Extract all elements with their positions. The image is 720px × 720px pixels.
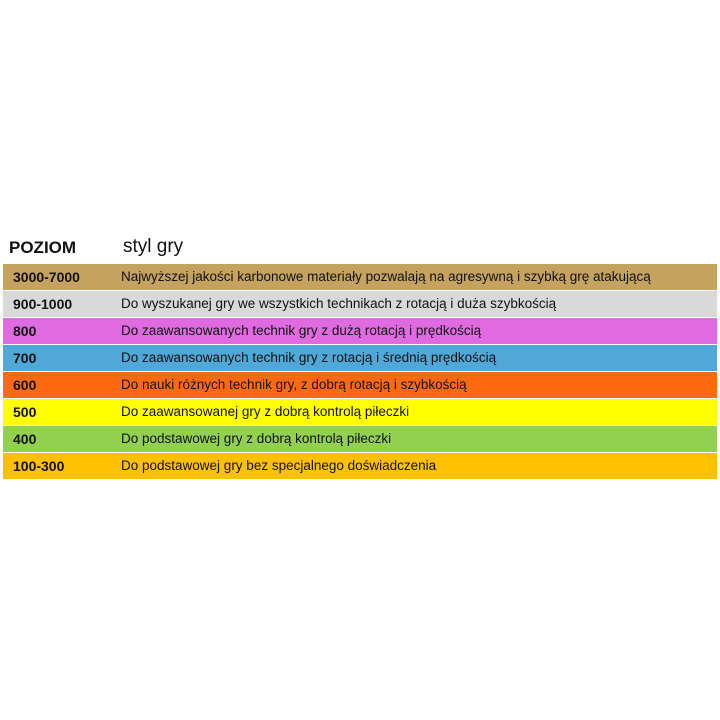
table-row: [3, 264, 717, 290]
header-level-label: POZIOM: [9, 238, 77, 257]
row-description: Do podstawowej gry z dobrą kontrolą piłeczki: [121, 431, 392, 446]
row-description: Najwyższej jakości karbonowe materiały pozwalają na agresywną i szybką grę atakującą: [121, 269, 651, 284]
level-table: [3, 232, 717, 480]
table-row: [3, 426, 717, 452]
row-level: 500: [13, 404, 37, 420]
table-row: [3, 372, 717, 398]
row-level: 900-1000: [13, 296, 73, 312]
row-description: Do zaawansowanych technik gry z rotacją i średnią prędkością: [121, 350, 497, 365]
row-description: Do wyszukanej gry we wszystkich technikach z rotacją i duża szybkością: [121, 296, 557, 311]
row-level: 800: [13, 323, 37, 339]
table-row: [3, 345, 717, 371]
row-description: Do zaawansowanej gry z dobrą kontrolą piłeczki: [121, 404, 410, 419]
table-header: [3, 232, 717, 264]
table-row: [3, 291, 717, 317]
row-level: 3000-7000: [13, 269, 80, 285]
row-level: 100-300: [13, 458, 65, 474]
table-row: [3, 399, 717, 425]
row-level: 600: [13, 377, 37, 393]
row-description: Do zaawansowanych technik gry z dużą rotacją i prędkością: [121, 323, 482, 338]
row-level: 400: [13, 431, 37, 447]
row-level: 700: [13, 350, 37, 366]
header-style-label: styl gry: [123, 236, 184, 257]
row-description: Do podstawowej gry bez specjalnego doświadczenia: [121, 458, 437, 473]
table-row: [3, 318, 717, 344]
row-description: Do nauki różnych technik gry, z dobrą rotacją i szybkością: [121, 377, 467, 392]
table-row: [3, 453, 717, 479]
